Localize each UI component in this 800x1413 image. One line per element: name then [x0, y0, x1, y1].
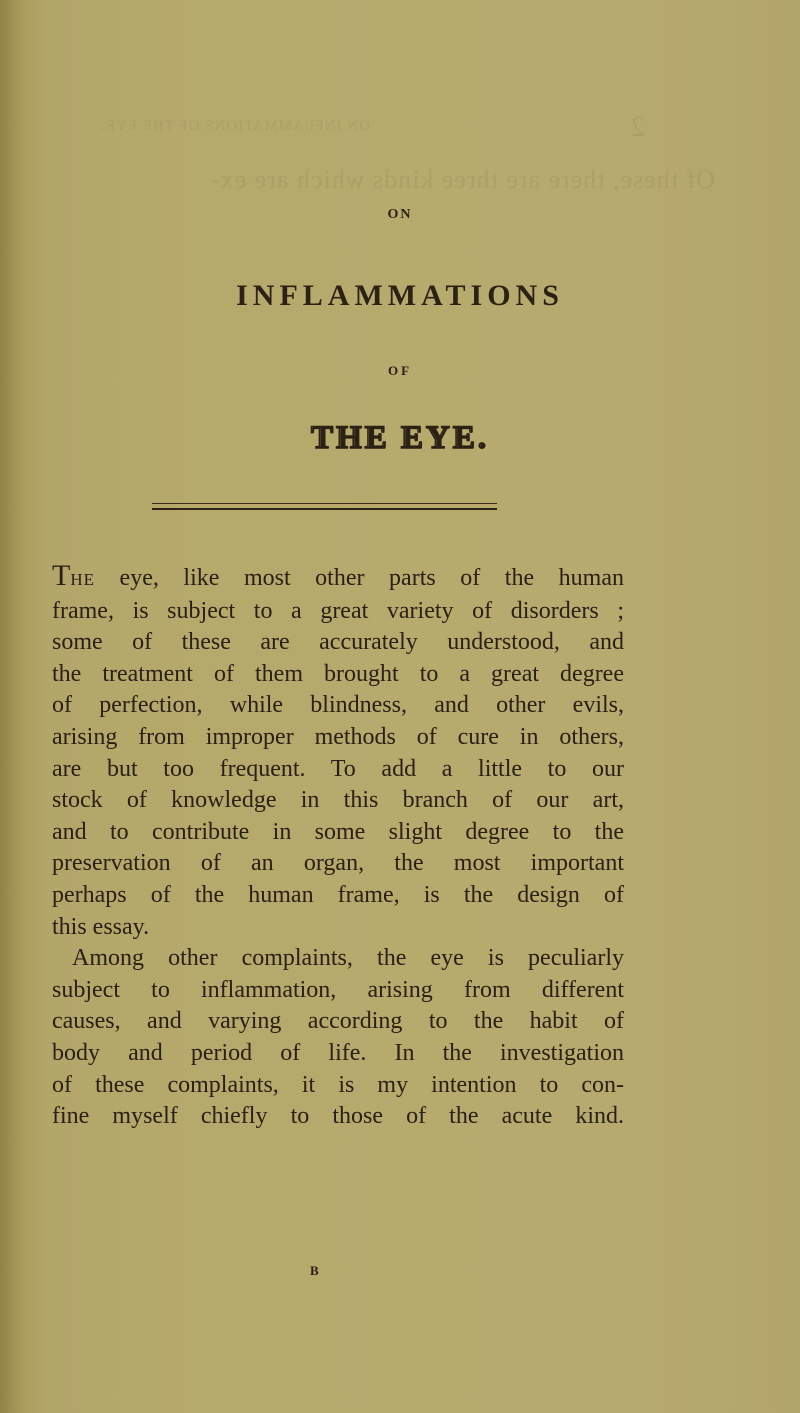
- small-caps: HE: [70, 570, 95, 589]
- bleed-through-page-number: 2: [630, 112, 645, 143]
- title-subject: THE EYE.: [310, 420, 490, 456]
- paragraph-line: Among other complaints, the eye is peculiarly: [72, 945, 624, 972]
- paragraph-line: stock of knowledge in this branch of our art,: [52, 787, 624, 814]
- paragraph-1-line-1: THE eye, like most other parts of the human: [52, 559, 624, 592]
- paragraph-line: body and period of life. In the investigation: [52, 1039, 624, 1066]
- drop-cap: T: [52, 559, 71, 592]
- paragraph-line: are but too frequent. To add a little to our: [52, 755, 624, 782]
- paragraph-line: frame, is subject to a great variety of disorders ;: [52, 597, 624, 624]
- bleed-through-first-line: Of these, there are three kinds which are ex-: [210, 165, 715, 194]
- title-of: OF: [387, 363, 413, 378]
- paragraph-line: of these complaints, it is my intention to con-: [52, 1071, 624, 1098]
- paragraph-line: preservation of an organ, the most important: [52, 850, 624, 877]
- body-text: [52, 560, 624, 1133]
- signature-mark: B: [310, 1263, 319, 1278]
- bleed-through-running-head: ON INFLAMMATIONS OF THE EYE.: [100, 118, 370, 134]
- title-main: INFLAMMATIONS: [236, 279, 564, 312]
- paragraph-line: causes, and varying according to the habit of: [52, 1008, 624, 1035]
- paragraph-line: fine myself chiefly to those of the acute kind.: [52, 1103, 624, 1130]
- title-on: ON: [387, 207, 413, 222]
- paragraph-line: some of these are accurately understood, and: [52, 629, 624, 656]
- paragraph-line: the treatment of them brought to a great degree: [52, 660, 624, 687]
- title-rule-divider: [152, 503, 497, 510]
- paragraph-line: perhaps of the human frame, is the design of: [52, 881, 624, 908]
- paragraph-line: subject to inflammation, arising from different: [52, 976, 624, 1003]
- paragraph-line: and to contribute in some slight degree to the: [52, 818, 624, 845]
- paragraph-line: arising from improper methods of cure in others,: [52, 723, 624, 750]
- paragraph-line: of perfection, while blindness, and other evils,: [52, 692, 624, 719]
- paragraph-line: this essay.: [52, 913, 150, 940]
